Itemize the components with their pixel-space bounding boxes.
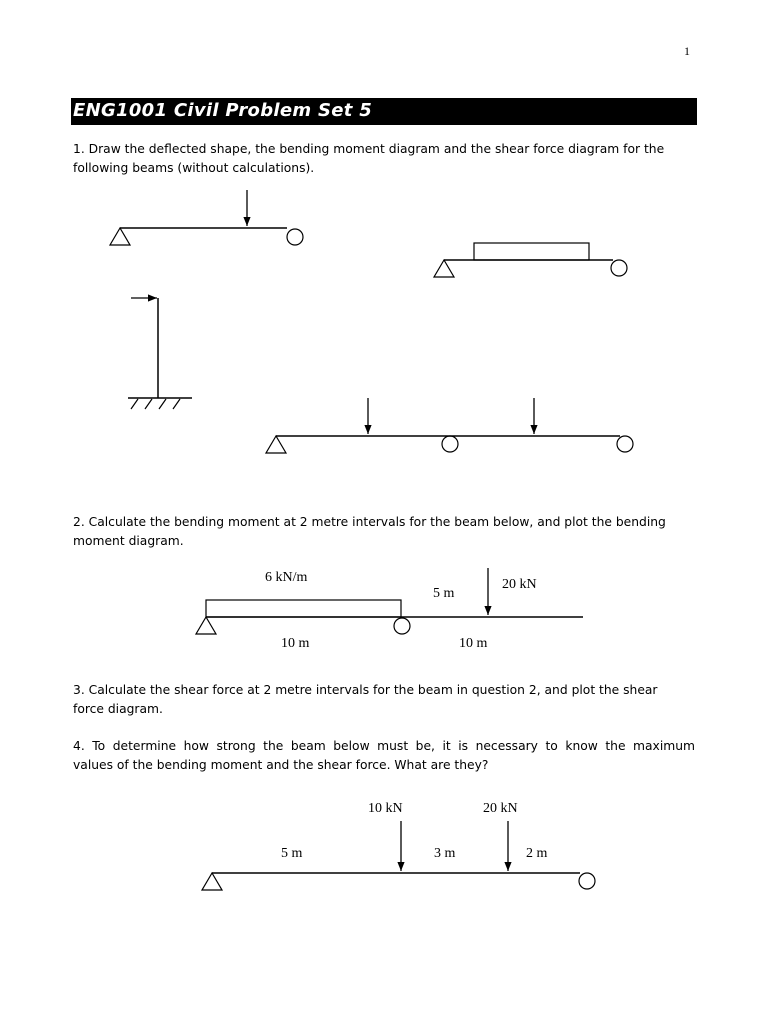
pin-support (202, 873, 222, 890)
question-4-beam (202, 801, 595, 890)
q2-udl-block (206, 600, 401, 617)
question-2-text (73, 513, 695, 551)
question-1-line-2: following beams (without calculations). (73, 161, 315, 175)
question-3-text (73, 681, 695, 719)
pin-support (434, 260, 454, 277)
q4-load2-label: 20 kN (483, 801, 518, 816)
roller-support (442, 436, 458, 452)
pin-support (110, 228, 130, 245)
roller-support (617, 436, 633, 452)
question-3-line-1: 3. Calculate the shear force at 2 metre intervals for the beam in question 2, and plot the shear (73, 683, 658, 697)
q2-udl-label: 6 kN/m (265, 570, 308, 585)
roller-support (579, 873, 595, 889)
beam-c-cantilever (128, 298, 192, 409)
q2-load-offset-label: 5 m (433, 586, 455, 601)
q4-load1-label: 10 kN (368, 801, 403, 816)
page-number: 1 (684, 44, 690, 58)
roller-support (394, 618, 410, 634)
q4-seg3-label: 2 m (526, 846, 548, 861)
q2-span1-label: 10 m (281, 636, 310, 651)
question-4-line-1: 4. To determine how strong the beam below must be, it is necessary to know the maximum (73, 739, 695, 753)
question-1-line-1: 1. Draw the deflected shape, the bending moment diagram and the shear force diagram for the (73, 142, 665, 156)
question-2-line-1: 2. Calculate the bending moment at 2 metre intervals for the beam below, and plot the bending (73, 515, 666, 529)
q2-span2-label: 10 m (459, 636, 488, 651)
question-2-line-2: moment diagram. (73, 534, 184, 548)
pin-support (196, 617, 216, 634)
beam-d (266, 398, 633, 453)
fixed-support-hatch (131, 399, 180, 409)
page-title: ENG1001 Civil Problem Set 5 (73, 100, 373, 121)
roller-support (611, 260, 627, 276)
question-2-beam (196, 568, 583, 651)
question-3-line-2: force diagram. (73, 702, 163, 716)
question-4-line-2: values of the bending moment and the shear force. What are they? (73, 758, 489, 772)
roller-support (287, 229, 303, 245)
udl-block (474, 243, 589, 260)
q2-point-load-label: 20 kN (502, 577, 537, 592)
q4-seg2-label: 3 m (434, 846, 456, 861)
q4-seg1-label: 5 m (281, 846, 303, 861)
pin-support (266, 436, 286, 453)
beam-a (110, 190, 303, 245)
question-4-text (73, 737, 695, 775)
beam-b (434, 243, 627, 277)
